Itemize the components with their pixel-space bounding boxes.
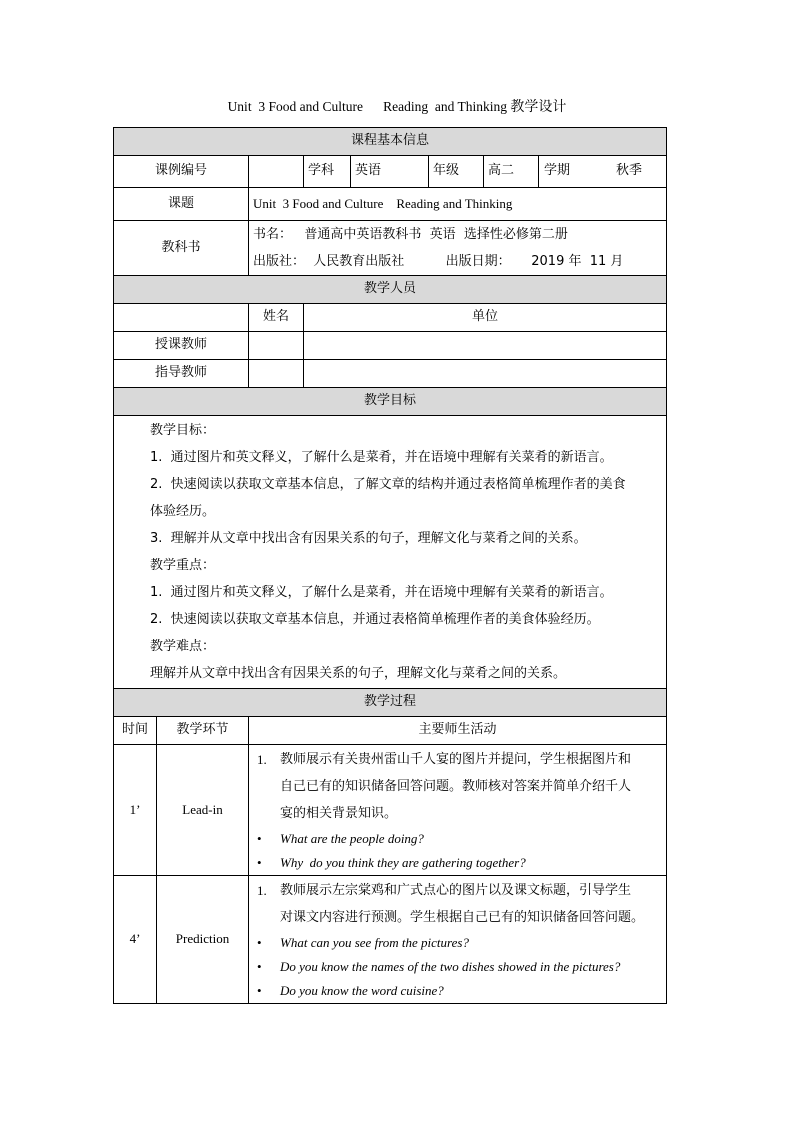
activity-line: 教师展示左宗棠鸡和广式点心的图片以及课文标题，引导学生	[280, 882, 632, 898]
question-item	[253, 827, 662, 851]
staff-name-label: 姓名	[249, 304, 304, 332]
activity-item-number: 1.	[257, 751, 267, 767]
process-time: 4’	[114, 876, 157, 1004]
document-title	[0, 96, 794, 116]
question-text: What can you see from the pictures?	[280, 934, 469, 950]
process-col-activity: 主要师生活动	[249, 717, 667, 745]
lesson-no-value	[249, 156, 304, 188]
bullet-icon: •	[257, 982, 262, 998]
process-col-time: 时间	[114, 717, 157, 745]
question-text: Do you know the names of the two dishes showed in the pictures?	[280, 958, 621, 974]
process-activity	[249, 745, 667, 876]
subject-label: 学科	[304, 156, 351, 188]
process-time: 1’	[114, 745, 157, 876]
goal-item: 2. 快速阅读以获取文章基本信息，了解文章的结构并通过表格简单梳理作者的美食	[150, 477, 626, 492]
title-chinese: 教学设计	[510, 99, 567, 115]
question-item	[253, 955, 662, 979]
staff-unit-label: 单位	[304, 304, 667, 332]
activity-item	[253, 746, 662, 827]
mentor-name-value	[249, 360, 304, 388]
bullet-icon: •	[257, 934, 262, 950]
process-row	[114, 745, 667, 876]
question-text: What are the people doing?	[280, 830, 424, 846]
process-row	[114, 876, 667, 1004]
goals-content	[114, 416, 667, 689]
lesson-no-label: 课例编号	[114, 156, 249, 188]
textbook-publisher-line: 出版社： 人民教育出版社 出版日期： 2019 年 11 月	[253, 254, 624, 269]
topic-label: 课题	[114, 188, 249, 221]
section-process-header: 教学过程	[114, 689, 667, 717]
staff-blank-cell	[114, 304, 249, 332]
difficulty-title: 教学难点：	[150, 639, 216, 654]
bullet-icon: •	[257, 958, 262, 974]
teacher-label: 授课教师	[114, 332, 249, 360]
key-point-item: 1. 通过图片和英文释义，了解什么是菜肴，并在语境中理解有关菜肴的新语言。	[150, 585, 613, 600]
grade-value: 高二	[484, 156, 539, 188]
grade-label: 年级	[429, 156, 484, 188]
process-stage: Lead-in	[157, 745, 249, 876]
goal-item: 1. 通过图片和英文释义，了解什么是菜肴，并在语境中理解有关菜肴的新语言。	[150, 450, 613, 465]
activity-line: 对课文内容进行预测。学生根据自己已有的知识储备回答问题。	[280, 909, 645, 925]
term-cell	[539, 156, 667, 188]
term-value: 秋季	[616, 163, 643, 179]
process-col-stage: 教学环节	[157, 717, 249, 745]
question-text: Do you know the word cuisine?	[280, 982, 444, 998]
textbook-book-line: 书名： 普通高中英语教科书 英语 选择性必修第二册	[253, 227, 568, 242]
teacher-unit-value	[304, 332, 667, 360]
goal-item: 3. 理解并从文章中找出含有因果关系的句子，理解文化与菜肴之间的关系。	[150, 531, 587, 546]
process-stage: Prediction	[157, 876, 249, 1004]
textbook-label: 教科书	[114, 221, 249, 276]
bullet-icon: •	[257, 854, 262, 870]
mentor-unit-value	[304, 360, 667, 388]
topic-value: Unit 3 Food and Culture Reading and Thinking	[249, 188, 667, 221]
activity-line: 宴的相关背景知识。	[280, 805, 398, 821]
teacher-name-value	[249, 332, 304, 360]
section-goals-header: 教学目标	[114, 388, 667, 416]
textbook-info	[249, 221, 667, 276]
activity-line: 自己已有的知识储备回答问题。教师核对答案并简单介绍千人	[280, 778, 632, 794]
process-activity	[249, 876, 667, 1004]
bullet-icon: •	[257, 830, 262, 846]
question-item	[253, 979, 662, 1003]
goal-item-continued: 体验经历。	[150, 504, 216, 519]
section-basic-info-header: 课程基本信息	[114, 128, 667, 156]
subject-value: 英语	[351, 156, 429, 188]
term-label: 学期	[544, 163, 571, 179]
section-staff-header: 教学人员	[114, 276, 667, 304]
question-text: Why do you think they are gathering together?	[280, 854, 526, 870]
title-english: Unit 3 Food and Culture Reading and Thinking	[227, 99, 508, 114]
lesson-plan-table	[113, 127, 667, 1004]
activity-line: 教师展示有关贵州雷山千人宴的图片并提问，学生根据图片和	[280, 751, 632, 767]
question-item	[253, 931, 662, 955]
difficulty-text: 理解并从文章中找出含有因果关系的句子，理解文化与菜肴之间的关系。	[150, 666, 567, 681]
activity-item	[253, 877, 662, 931]
key-points-title: 教学重点：	[150, 558, 216, 573]
activity-item-number: 1.	[257, 882, 267, 898]
question-item	[253, 851, 662, 875]
mentor-label: 指导教师	[114, 360, 249, 388]
goal-title: 教学目标：	[150, 423, 216, 438]
key-point-item: 2. 快速阅读以获取文章基本信息，并通过表格简单梳理作者的美食体验经历。	[150, 612, 600, 627]
